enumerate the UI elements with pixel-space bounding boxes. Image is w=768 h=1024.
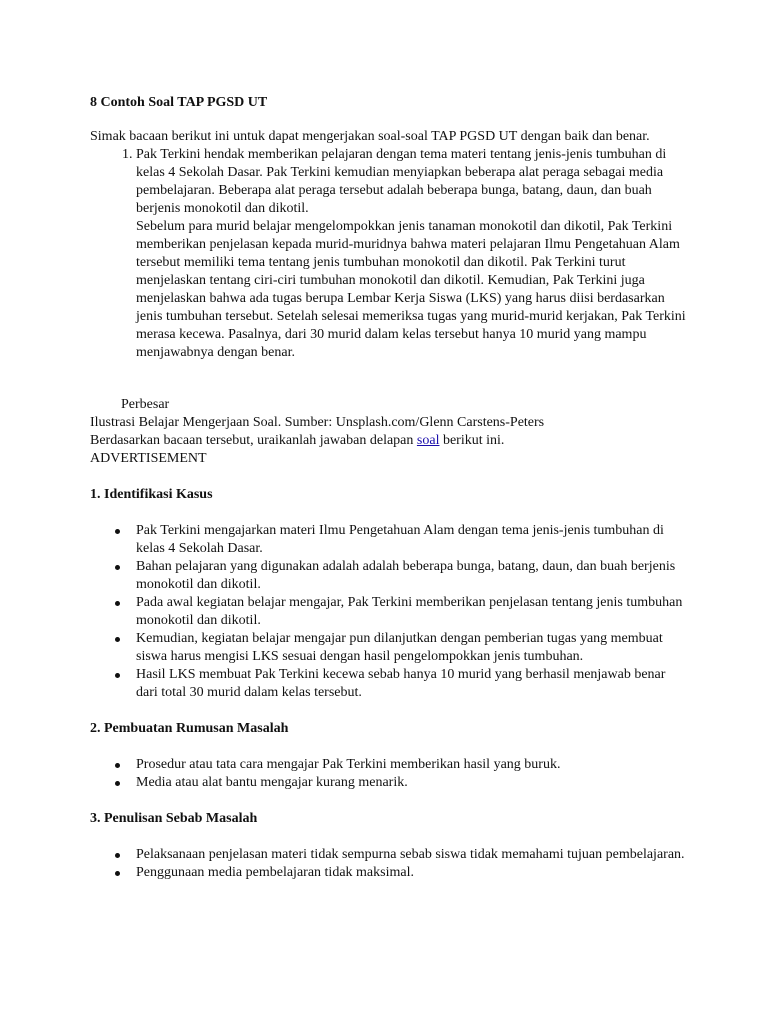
bullet-icon	[115, 763, 120, 768]
image-caption: Ilustrasi Belajar Mengerjaan Soal. Sumber: Unsplash.com/Glenn Carstens-Peters	[90, 415, 545, 430]
list-item	[136, 774, 690, 792]
case-list	[90, 146, 690, 362]
instruction-text	[90, 432, 690, 450]
bullet-icon	[115, 637, 120, 642]
list-item	[136, 630, 690, 666]
list-item-text: Media atau alat bantu mengajar kurang menarik.	[136, 775, 408, 790]
section-heading: 1. Identifikasi Kasus	[90, 487, 213, 502]
section-heading: 2. Pembuatan Rumusan Masalah	[90, 721, 289, 736]
image-placeholder	[90, 362, 690, 396]
advertisement-label: ADVERTISEMENT	[90, 451, 207, 466]
bullet-icon	[115, 601, 120, 606]
list-item-text: Pak Terkini mengajarkan materi Ilmu Pengetahuan Alam dengan tema jenis-jenis tumbuhan di kelas 4 Sekolah Dasar.	[136, 523, 664, 556]
document-page	[90, 94, 690, 882]
list-item-text: Prosedur atau tata cara mengajar Pak Terkini memberikan hasil yang buruk.	[136, 757, 561, 772]
bullet-icon	[115, 529, 120, 534]
soal-link[interactable]: soal	[416, 433, 440, 448]
list-item	[136, 594, 690, 630]
list-item-text: Bahan pelajaran yang digunakan adalah adalah beberapa bunga, batang, daun, dan buah berjenis monokotil dan dikotil.	[136, 559, 676, 592]
case-paragraph: 1. Pak Terkini hendak memberikan pelajaran dengan tema materi tentang jenis-jenis tumbuhan di kelas 4 Sekolah Dasar. Pak Terkini kemudian menyiapkan beberapa alat peraga sebagai media pembelajaran. Beberapa alat peraga tersebut adalah beberapa bunga, batang, daun, dan buah berjenis monokotil dan dikotil.	[136, 147, 667, 216]
case-item	[136, 146, 690, 362]
list-item	[136, 666, 690, 702]
list-item	[136, 846, 690, 864]
case-paragraph: Sebelum para murid belajar mengelompokkan jenis tanaman monokotil dan dikotil, Pak Terkini memberikan penjelasan kepada murid-muridnya bahwa materi pelajaran Ilmu Pengetahuan Alam tersebut memiliki tema tentang jenis tumbuhan monokotil dan dikotil. Pak Terkini turut menjelaskan tentang ciri-ciri tumbuhan monokotil dan dikotil. Kemudian, Pak Terkini juga menjelaskan bahwa ada tugas berupa Lembar Kerja Siswa (LKS) yang harus diisi berdasarkan jenis tumbuhan tersebut. Setelah selesai memeriksa tugas yang murid-murid kerjakan, Pak Terkini merasa kecewa. Pasalnya, dari 30 murid dalam kelas tersebut hanya 10 murid yang mampu menjawabnya dengan benar.	[136, 219, 686, 360]
enlarge-label[interactable]: Perbesar	[121, 397, 170, 412]
bullet-icon	[115, 871, 120, 876]
list-item	[136, 864, 690, 882]
bullet-list	[90, 846, 690, 882]
list-item-text: Pelaksanaan penjelasan materi tidak sempurna sebab siswa tidak memahami tujuan pembelajaran.	[136, 847, 685, 862]
bullet-list	[90, 522, 690, 702]
list-item	[136, 558, 690, 594]
page-title: 8 Contoh Soal TAP PGSD UT	[90, 95, 268, 110]
instruction-after: berikut ini.	[439, 433, 505, 448]
instruction-before: Berdasarkan bacaan tersebut, uraikanlah jawaban delapan	[90, 433, 417, 448]
list-item-text: Hasil LKS membuat Pak Terkini kecewa sebab hanya 10 murid yang berhasil menjawab benar dari total 30 murid dalam kelas tersebut.	[136, 667, 666, 700]
list-item	[136, 756, 690, 774]
bullet-list	[90, 756, 690, 792]
intro-text: Simak bacaan berikut ini untuk dapat mengerjakan soal-soal TAP PGSD UT dengan baik dan benar.	[90, 129, 650, 144]
sections-container	[90, 486, 690, 882]
section-heading: 3. Penulisan Sebab Masalah	[90, 811, 258, 826]
list-item-text: Kemudian, kegiatan belajar mengajar pun dilanjutkan dengan pemberian tugas yang membuat siswa harus mengisi LKS sesuai dengan hasil pengelompokkan jenis tumbuhan.	[136, 631, 663, 664]
bullet-icon	[115, 853, 120, 858]
bullet-icon	[115, 565, 120, 570]
list-item-text: Penggunaan media pembelajaran tidak maksimal.	[136, 865, 414, 880]
list-item	[136, 522, 690, 558]
list-item-text: Pada awal kegiatan belajar mengajar, Pak Terkini memberikan penjelasan tentang jenis tumbuhan monokotil dan dikotil.	[136, 595, 683, 628]
bullet-icon	[115, 673, 120, 678]
bullet-icon	[115, 781, 120, 786]
